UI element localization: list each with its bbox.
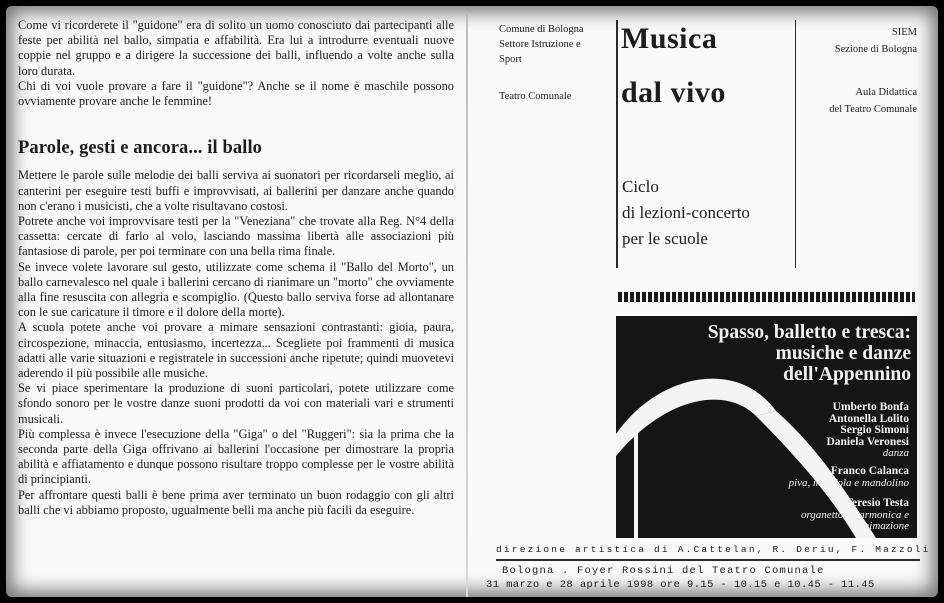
performer-musician: [789, 466, 909, 489]
paragraph: Più complessa è invece l'esecuzione della "Giga" o del "Ruggeri": sia la prima che la seconda parte della Giga offrivano ai ballerini l'occasione per dimostrare la propria abilità e affiatamento e dunque possono risultare troppo complesse per le vostre abilità di principianti.: [18, 426, 454, 487]
event-title-line: musiche e danze: [775, 343, 911, 364]
organizer-aula: [799, 84, 917, 118]
title-line: dal vivo: [621, 76, 726, 109]
subtitle-line: di lezioni-concerto: [622, 203, 750, 222]
artistic-direction: direzione artistica di A.Cattelan, R. Deriu, F. Mazzoli: [496, 544, 931, 555]
performer-name: Antonella Lolito: [828, 412, 909, 425]
performer-name: Umberto Bonfa: [832, 401, 909, 413]
performers-dance: [826, 402, 909, 460]
flyer-title: [621, 12, 726, 120]
paragraph: Potrete anche voi improvvisare testi per la "Veneziana" che trovate alla Reg. N°4 della cassetta: cercate di farlo al volo, lasciando massima libertà alle associazioni più fantasiose di parole, per poi terminare con una bella rima finale.: [18, 214, 454, 259]
paragraph: Mettere le parole sulle melodie dei balli serviva ai suonatori per ricordarseli meglio, ai canterini per eseguire testi buffi e improvvisati, ai ballerini per danzare anche quando non c'erano i musicisti, che a volte risultavano costosi.: [18, 168, 454, 213]
performer-role: animazione: [858, 520, 909, 532]
performer-name: Daniela Veronesi: [826, 435, 909, 448]
rule-vertical: [616, 20, 618, 268]
organizer-line: SIEM: [891, 27, 917, 38]
organizer-comune: [499, 22, 609, 67]
performer-musician: [801, 498, 909, 533]
organizer-line: Sezione di Bologna: [834, 44, 917, 55]
performer-name: Franco Calanca: [830, 465, 909, 477]
event-title-line: Spasso, balletto e tresca:: [707, 322, 911, 343]
paragraph: Per affrontare questi balli è bene prima aver terminato un buon rodaggio con gli altri balli che vi abbiamo proposto, ugualmente belli ma anche più facili da eseguire.: [18, 487, 454, 517]
paragraph: Come vi ricorderete il "guidone" era di solito un uomo conosciuto dai partecipanti alle feste per abilità nel ballo, simpatia e affabilità. Era lui a introdurre eventuali nuove coppie nel gruppo e a dirigere la successione dei balli, influendo a volte anche sulla loro durata.: [18, 18, 454, 78]
section-heading: Parole, gesti e ancora... il ballo: [18, 138, 263, 159]
organizer-line: Comune di Bologna: [499, 24, 584, 35]
document-page: [6, 6, 938, 597]
decorative-tick-bar: [618, 292, 915, 302]
organizer-teatro: Teatro Comunale: [499, 91, 572, 102]
event-location: Bologna . Foyer Rossini del Teatro Comunale: [502, 565, 825, 577]
performer-role: piva, mandola e mandolino: [788, 476, 909, 489]
performer-role: organetto, fisarmonica e: [800, 508, 909, 521]
paragraph: A scuola potete anche voi provare a mimare sensazioni contrastanti: gioia, paura, circospezione, minaccia, entusiasmo, incertezza... Scegliete poi frammenti di musica adatti alle varie situazioni e registratele in successioni anche ripetute; quindi muovetevi aderendo il più possibile alle musiche.: [18, 320, 454, 381]
rule-horizontal: [496, 559, 920, 561]
title-line: Musica: [621, 22, 718, 55]
paragraph: Se invece volete lavorare sul gesto, utilizzate come schema il "Ballo del Morto", un ballo carnevalesco nel quale i ballerini cercano di rianimare un "morto" che ovviamente alla fine resuscita con allegria e scompiglio. (Questo ballo serviva forse ad allontanare con le sue caricature il timore e il dolore della morte).: [18, 259, 454, 320]
performer-name: Sergio Simoni: [840, 424, 909, 436]
organizer-line: del Teatro Comunale: [829, 104, 917, 115]
flyer-subtitle: [622, 174, 750, 252]
organizer-siem: [799, 24, 917, 58]
event-title: [621, 322, 911, 385]
performer-name: Teresio Testa: [845, 497, 909, 509]
organizer-line: Settore Istruzione e: [499, 39, 581, 50]
event-panel: [616, 316, 917, 538]
subtitle-line: Ciclo: [622, 177, 659, 196]
event-dates: 31 marzo e 28 aprile 1998 ore 9.15 - 10.15 e 10.45 - 11.45: [486, 579, 875, 591]
organizer-line: Aula Didattica: [855, 87, 917, 98]
paragraph: Chi di voi vuole provare a fare il "guidone"? Anche se il nome è maschile possono ovviamente provare anche le femmine!: [18, 78, 454, 109]
event-title-line: dell'Appennino: [783, 364, 911, 385]
paragraph: Se vi piace sperimentare la produzione di suoni particolari, potete utilizzare come sfondo sonoro per le vostre danze suoni prodotti da voi con materiali vari e strumenti musicali.: [18, 381, 454, 426]
performer-role: danza: [882, 447, 909, 459]
flyer-cover: [6, 6, 938, 597]
organizer-line: Sport: [499, 54, 522, 65]
rule-vertical: [795, 20, 796, 268]
subtitle-line: per le scuole: [622, 229, 708, 248]
